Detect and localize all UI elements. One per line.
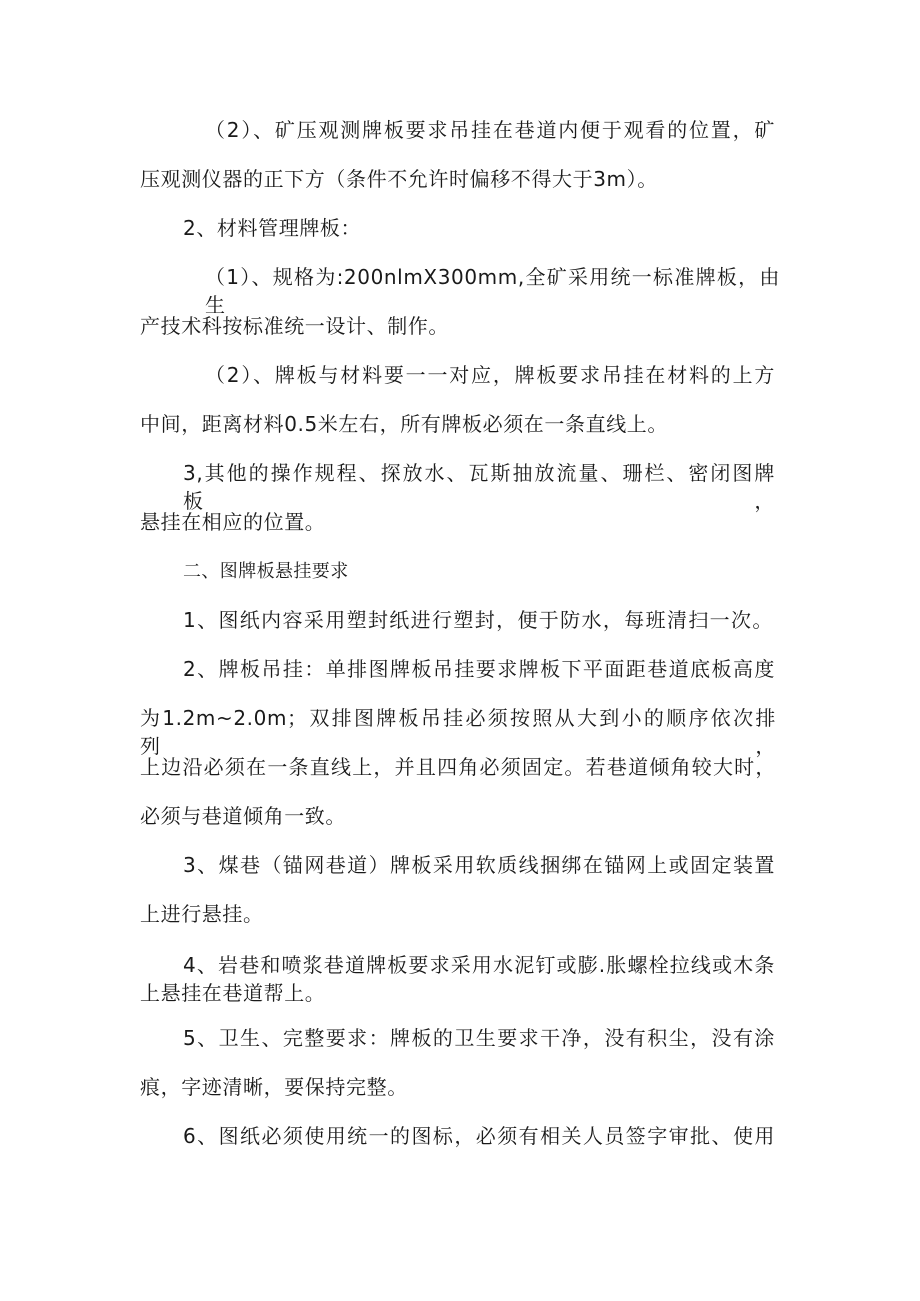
paragraph-line: （2）、牌板与材料要一一对应，牌板要求吊挂在材料的上方 [205,363,775,387]
paragraph-line: 上进行悬挂。 [140,902,264,926]
section-heading: 2、材料管理牌板： [183,216,362,240]
paragraph-line: （2）、矿压观测牌板要求吊挂在巷道内便于观看的位置，矿 [205,118,775,142]
paragraph-line: 4、岩巷和喷浆巷道牌板要求采用水泥钉或膨.胀螺栓拉线或木条 [183,953,775,977]
paragraph-line: 3,其他的操作规程、探放水、瓦斯抽放流量、珊栏、密闭图牌板， [183,461,775,513]
paragraph-line: 产技术科按标准统一设计、制作。 [140,314,449,338]
paragraph-line: 上边沿必须在一条直线上，并且四角必须固定。若巷道倾角较大时， [140,755,776,779]
paragraph-line: 2、牌板吊挂：单排图牌板吊挂要求牌板下平面距巷道底板高度 [183,657,775,681]
paragraph-line: 悬挂在相应的位置。 [140,510,326,534]
paragraph-line: 6、图纸必须使用统一的图标，必须有相关人员签字审批、使用 [183,1124,775,1148]
paragraph-line: （1）、规格为:200nlmX300mm,全矿采用统一标准牌板，由生 [205,265,780,317]
paragraph-line: 必须与巷道倾角一致。 [140,804,346,828]
paragraph-line: 中间，距离材料0.5米左右，所有牌板必须在一条直线上。 [140,412,669,436]
paragraph-line: 1、图纸内容采用塑封纸进行塑封，便于防水，每班清扫一次。 [183,608,773,632]
paragraph-line: 压观测仪器的正下方（条件不允许时偏移不得大于3m）。 [140,167,658,191]
paragraph-line: 5、卫生、完整要求：牌板的卫生要求干净，没有积尘，没有涂 [183,1026,775,1050]
paragraph-line: 3、煤巷（锚网巷道）牌板采用软质线捆绑在锚网上或固定装置 [183,853,775,877]
paragraph-line: 为1.2m~2.0m；双排图牌板吊挂必须按照从大到小的顺序依次排列， [140,706,776,758]
paragraph-line: 痕，字迹清晰，要保持完整。 [140,1075,408,1099]
section-heading: 二、图牌板悬挂要求 [183,561,349,582]
paragraph-line: 上悬挂在巷道帮上。 [140,981,326,1005]
